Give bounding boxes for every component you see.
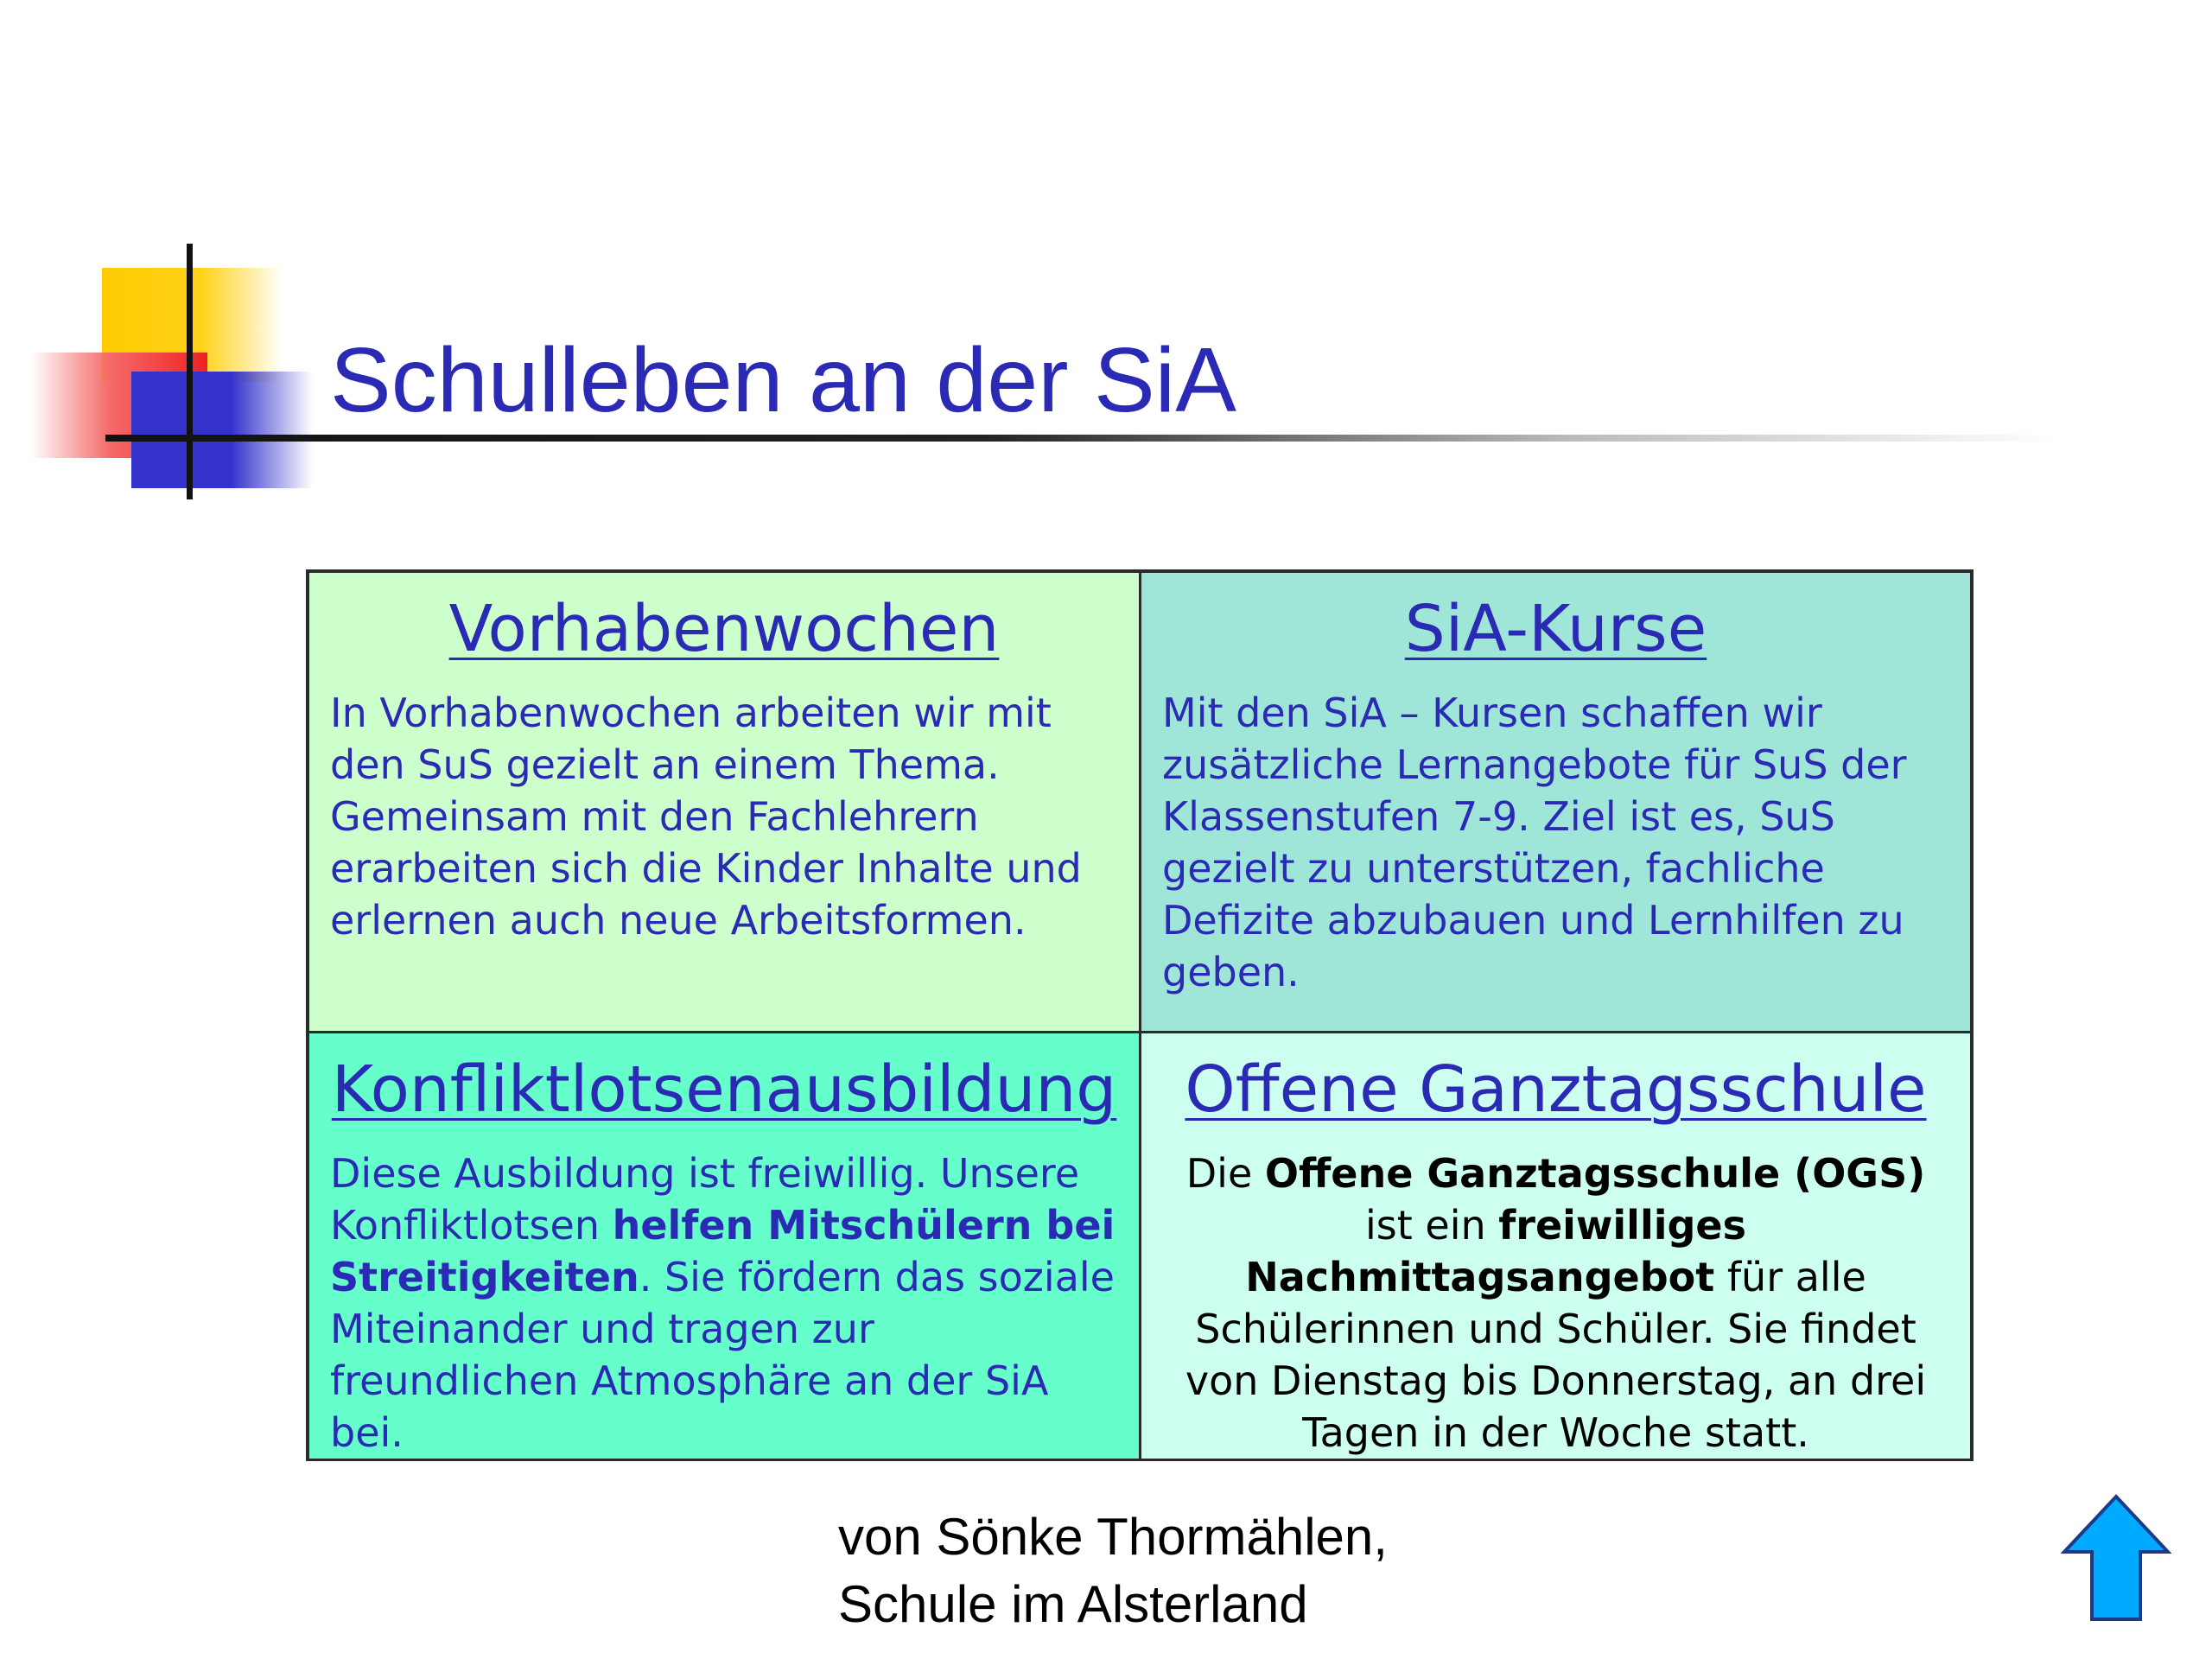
- up-arrow-icon[interactable]: [2061, 1493, 2171, 1623]
- school-line: Schule im Alsterland: [838, 1575, 1308, 1633]
- text-part: Diese Ausbildung ist freiwillig. Unsere Konfliktlotsen: [330, 1150, 1080, 1249]
- cell-heading[interactable]: Offene Ganztagsschule: [1185, 1052, 1927, 1127]
- text-part: . Sie fördern das soziale Miteinander und tragen zur freundlichen Atmosphäre an der SiA bei.: [330, 1254, 1115, 1456]
- cell-heading[interactable]: Vorhabenwochen: [448, 592, 1000, 666]
- author-credit: [838, 1503, 1388, 1638]
- content-grid: [306, 569, 1974, 1461]
- vertical-rule: [187, 244, 193, 499]
- cell-ganztagsschule: [1141, 1033, 1970, 1459]
- cell-heading[interactable]: SiA-Kurse: [1404, 592, 1707, 666]
- cell-sia-kurse: [1141, 573, 1970, 1033]
- text-bold: Offene Ganztagsschule (OGS): [1264, 1150, 1926, 1197]
- cell-text: [1162, 1147, 1949, 1459]
- cell-heading[interactable]: Konfliktlotsenausbildung: [331, 1052, 1117, 1127]
- cell-text: [330, 1147, 1118, 1459]
- cell-text: In Vorhabenwochen arbeiten wir mit den SuS gezielt an einem Thema. Gemeinsam mit den Fachlehrern erarbeiten sich die Kinder Inhalte und erlernen auch neue Arbeitsformen.: [330, 690, 1082, 944]
- cell-text: Mit den SiA – Kursen schaffen wir zusätzliche Lernangebote für SuS der Klassenstufen 7-9. Ziel ist es, SuS gezielt zu unterstützen, fachliche Defizite abzubauen und Lernhilfen zu geben.: [1162, 690, 1907, 995]
- text-part: Die: [1185, 1150, 1265, 1197]
- text-bold: freiwilliges Nachmittagsangebot: [1245, 1202, 1746, 1300]
- text-part: für alle Schülerinnen und Schüler. Sie findet von Dienstag bis Donnerstag, an drei Tagen in der Woche statt.: [1185, 1254, 1927, 1456]
- text-part: ist ein: [1364, 1202, 1499, 1249]
- author-line: von Sönke Thormählen,: [838, 1508, 1388, 1566]
- blue-square: [131, 372, 313, 488]
- text-bold: helfen Mitschülern bei Streitigkeiten: [330, 1202, 1116, 1300]
- cell-vorhabenwochen: [309, 573, 1141, 1033]
- cell-konfliktlotsen: [309, 1033, 1141, 1459]
- title-underline-rule: [105, 435, 2058, 442]
- slide-title: Schulleben an der SiA: [330, 329, 1236, 431]
